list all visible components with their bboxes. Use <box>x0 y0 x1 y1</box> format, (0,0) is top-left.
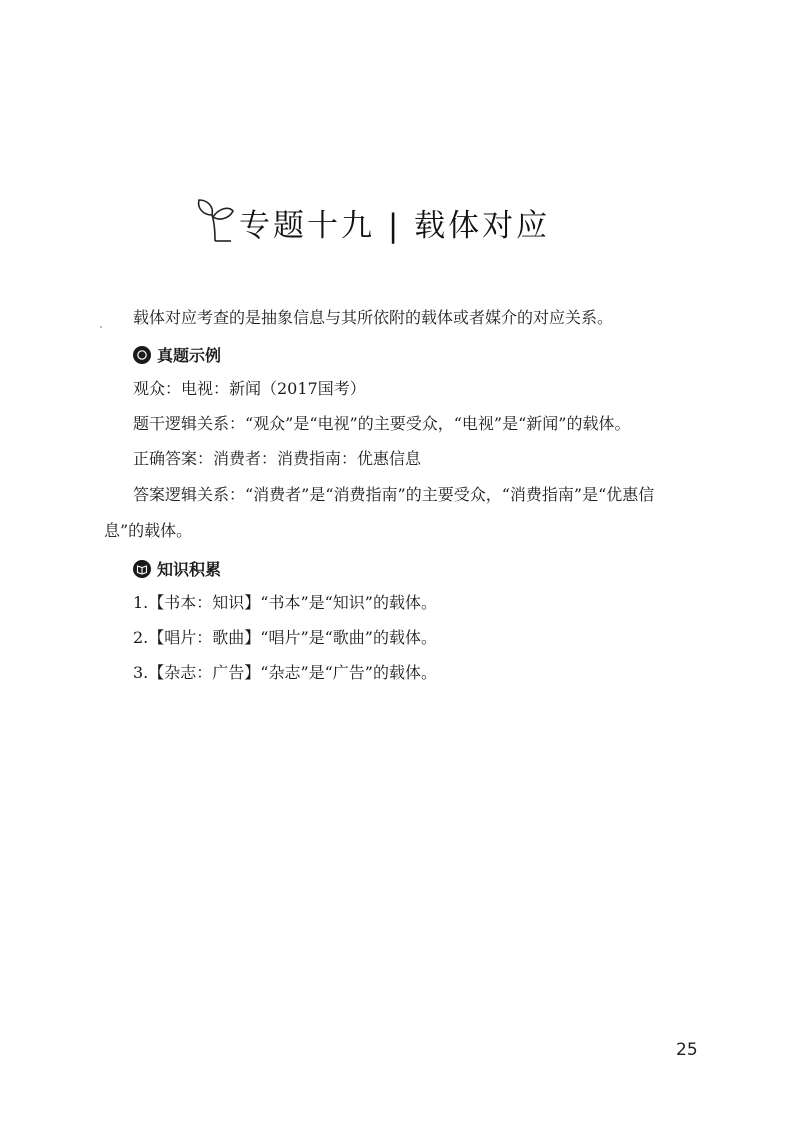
question-text: 观众：电视：新闻（2017国考） <box>133 379 366 398</box>
answer-text: 正确答案：消费者：消费指南：优惠信息 <box>133 449 422 468</box>
answer-logic-line2: 息”的载体。 <box>104 521 193 540</box>
chapter-header <box>195 200 550 245</box>
example-heading-label: 真题示例 <box>157 346 222 365</box>
sprout-icon <box>195 195 235 245</box>
answer-logic-line1: 答案逻辑关系：“消费者”是“消费指南”的主要受众，“消费指南”是“优惠信 <box>133 485 655 504</box>
question-logic-text: 题干逻辑关系：“观众”是“电视”的主要受众，“电视”是“新闻”的载体。 <box>133 414 631 433</box>
list-item: 3.【杂志：广告】“杂志”是“广告”的载体。 <box>133 663 437 682</box>
page-title: 专题十九 | 载体对应 <box>239 208 551 244</box>
knowledge-section-heading <box>133 557 221 580</box>
list-item: 1.【书本：知识】“书本”是“知识”的载体。 <box>133 593 437 612</box>
list-item: 2.【唱片：歌曲】“唱片”是“歌曲”的载体。 <box>133 628 437 647</box>
margin-mark <box>100 326 102 328</box>
compass-icon <box>133 346 151 364</box>
knowledge-heading-label: 知识积累 <box>157 560 222 579</box>
page-number: 25 <box>676 1040 698 1060</box>
example-section-heading <box>133 343 221 366</box>
book-icon <box>133 560 151 578</box>
intro-text: 载体对应考查的是抽象信息与其所依附的载体或者媒介的对应关系。 <box>133 308 614 327</box>
